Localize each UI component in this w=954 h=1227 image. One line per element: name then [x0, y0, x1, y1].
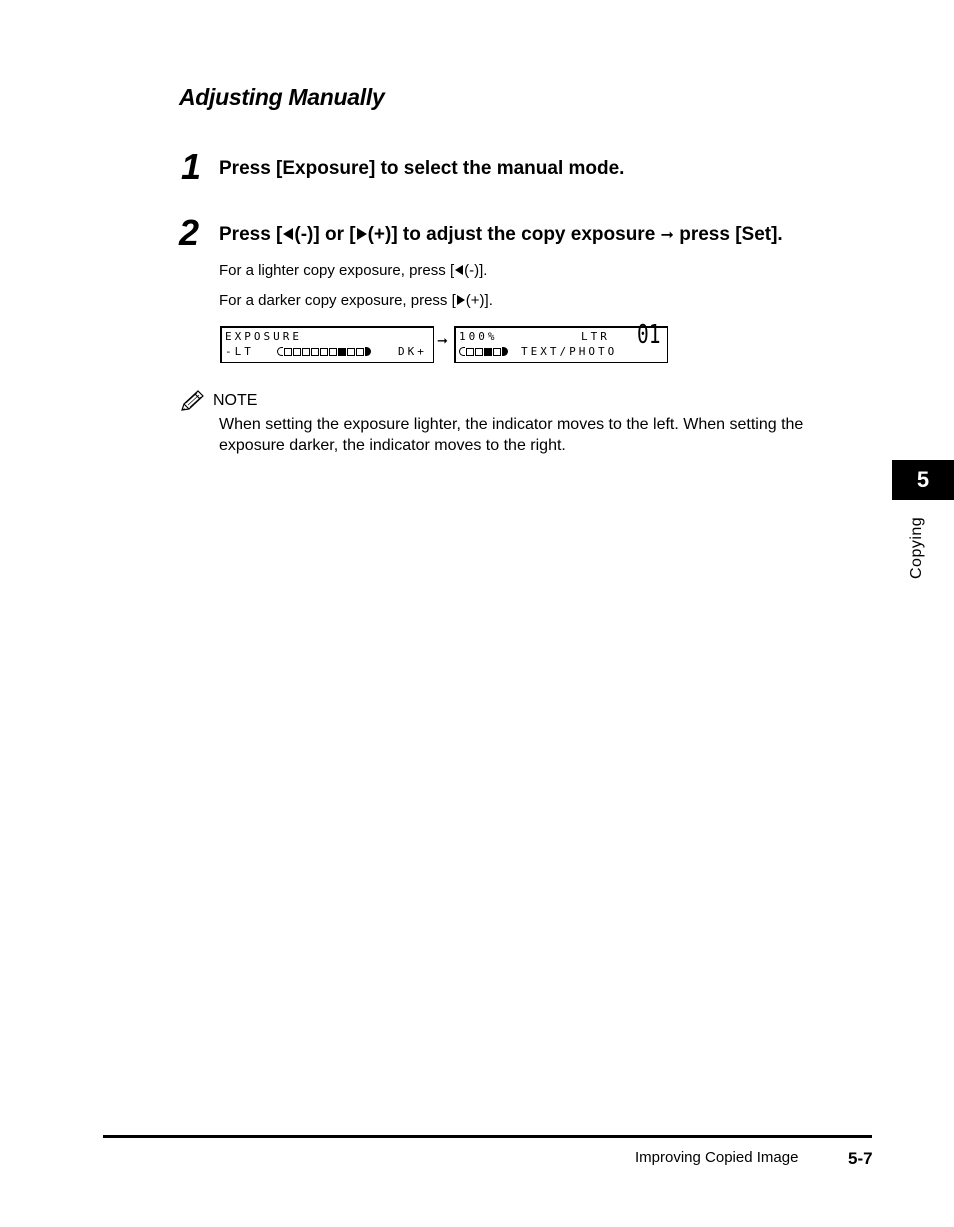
next-arrow-icon: ➞: [660, 227, 674, 244]
scale-light-end: [459, 347, 465, 356]
lcd-paper-size: LTR: [581, 330, 610, 343]
right-arrow-key-icon: [457, 295, 465, 305]
section-heading: Adjusting Manually: [179, 84, 385, 110]
chapter-label: Copying: [908, 516, 925, 580]
scale-cell: [338, 348, 346, 356]
pencil-icon: [179, 389, 207, 413]
left-arrow-key-icon: [283, 228, 293, 240]
footer-rule: [103, 1135, 872, 1138]
scale-cell: [302, 348, 310, 356]
note-label: NOTE: [213, 392, 258, 409]
step-2-post: press [Set].: [673, 224, 783, 245]
step-1-text: Press [Exposure] to select the manual mode.: [219, 158, 625, 179]
lcd-exposure-title: EXPOSURE: [225, 330, 302, 343]
note-text: When setting the exposure lighter, the indicator moves to the left. When setting the exposure darker, the indicator moves to the right.: [219, 416, 804, 454]
scale-cell: [284, 348, 292, 356]
scale-cell: [356, 348, 364, 356]
scale-cell: [293, 348, 301, 356]
right-arrow-key-icon: [357, 228, 367, 240]
exposure-scale: [277, 346, 371, 357]
scale-dark-end: [502, 347, 508, 356]
lcd-standby-display: [454, 320, 668, 363]
step-2-text: [219, 223, 783, 248]
lcd-copy-counter: 01: [637, 320, 661, 350]
footer-title: Improving Copied Image: [635, 1149, 799, 1166]
scale-cell: [347, 348, 355, 356]
lcd-transition-arrow: ➞: [437, 333, 448, 348]
lighter-instruction: [219, 261, 487, 281]
lcd-ratio: 100%: [459, 330, 498, 343]
lighter-pre: For a lighter copy exposure, press [: [219, 262, 455, 279]
step-number-1: 1: [181, 146, 202, 187]
scale-cell: [484, 348, 492, 356]
step-2-plus: (+)] to adjust the copy exposure: [367, 224, 661, 245]
scale-cell: [475, 348, 483, 356]
scale-light-end: [277, 347, 283, 356]
lcd-mode: TEXT/PHOTO: [521, 345, 618, 358]
step-number-2: 2: [179, 212, 200, 253]
page-number: 5-7: [848, 1149, 873, 1168]
darker-pre: For a darker copy exposure, press [: [219, 292, 456, 309]
scale-cell: [466, 348, 474, 356]
lcd-lt-label: -LT: [225, 345, 254, 358]
step-2-pre: Press [: [219, 224, 283, 245]
lcd-dk-label: DK+: [398, 345, 427, 358]
step-2-minus: (-)] or [: [294, 224, 356, 245]
scale-cell: [311, 348, 319, 356]
scale-dark-end: [365, 347, 371, 356]
scale-cell: [320, 348, 328, 356]
lighter-post: (-)].: [464, 262, 488, 279]
scale-cell: [329, 348, 337, 356]
scale-cell: [493, 348, 501, 356]
lcd-exposure-display: [220, 326, 434, 363]
darker-post: (+)].: [465, 292, 493, 309]
exposure-mini-scale: [459, 346, 508, 357]
chapter-tab: 5: [892, 460, 954, 500]
left-arrow-key-icon: [455, 265, 463, 275]
darker-instruction: [219, 291, 493, 311]
